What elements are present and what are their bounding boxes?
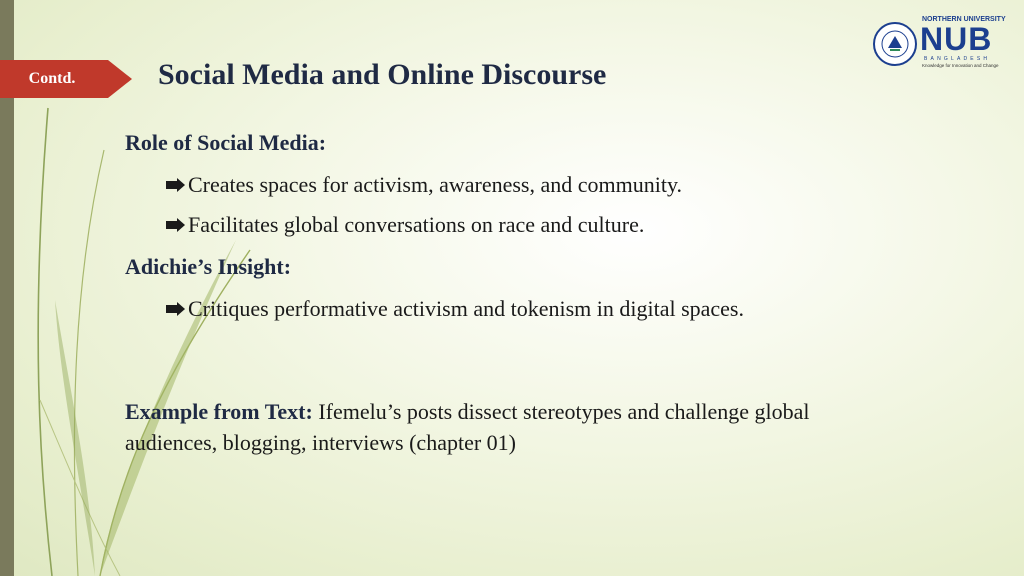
bullet-item xyxy=(165,210,644,240)
bullet-text: Critiques performative activism and tokenism in digital spaces. xyxy=(188,296,744,321)
university-tagline: Knowledge for Innovation and Change xyxy=(922,63,999,68)
university-seal-icon xyxy=(872,14,918,70)
university-logo xyxy=(872,14,1006,70)
university-country: BANGLADESH xyxy=(924,56,991,62)
section-heading-insight: Adichie’s Insight: xyxy=(125,254,292,279)
slide-title: Social Media and Online Discourse xyxy=(158,58,607,91)
example-text: Ifemelu’s posts dissect stereotypes and challenge global audiences, blogging, interviews (chapter 01) xyxy=(125,399,810,455)
contd-tag: Contd. xyxy=(28,70,76,87)
bullet-text: Creates spaces for activism, awareness, and community. xyxy=(188,172,683,197)
arrow-bullet-icon xyxy=(165,177,187,193)
example-paragraph xyxy=(125,396,885,458)
arrow-bullet-icon xyxy=(165,217,187,233)
bullet-text: Facilitates global conversations on race and culture. xyxy=(188,212,645,237)
bullet-item xyxy=(165,294,744,324)
section-heading-role: Role of Social Media: xyxy=(125,130,327,155)
university-acronym: NUB xyxy=(920,21,993,57)
arrow-bullet-icon xyxy=(165,301,187,317)
example-label: Example from Text: xyxy=(125,399,313,424)
university-name: NORTHERN UNIVERSITY xyxy=(922,16,1006,23)
bullet-item xyxy=(165,170,682,200)
